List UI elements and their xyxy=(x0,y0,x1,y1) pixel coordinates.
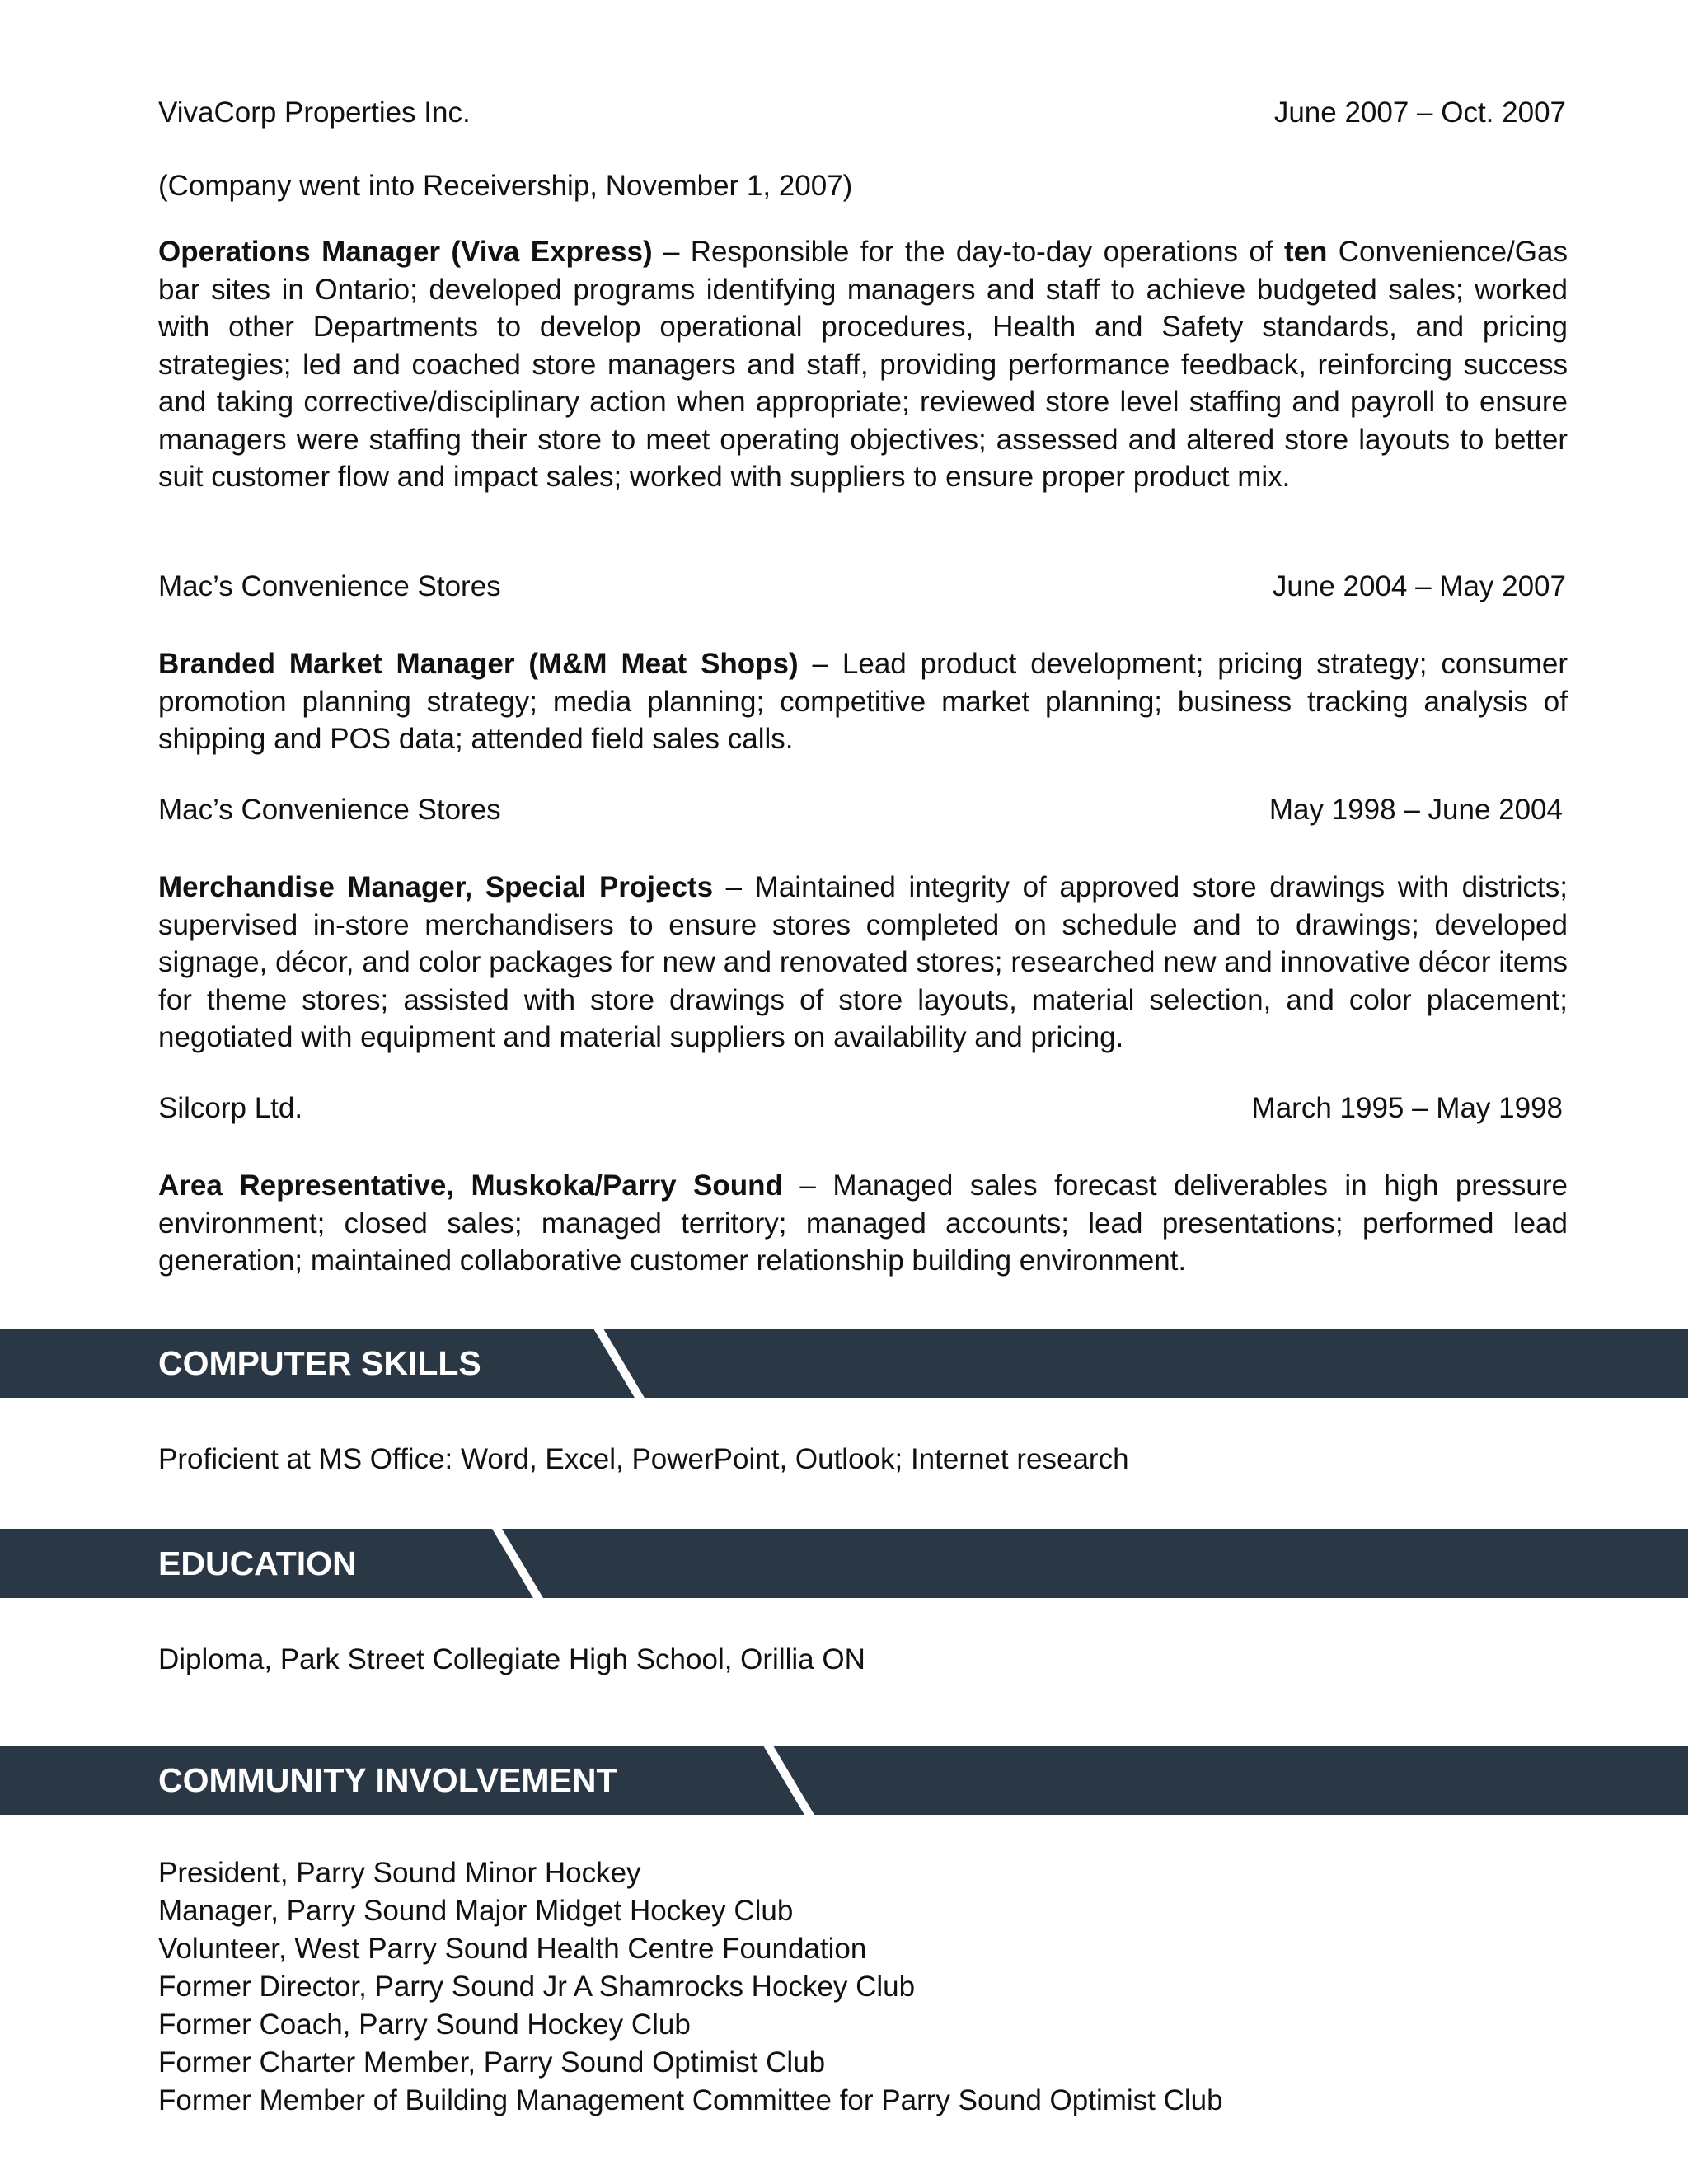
job-description: Branded Market Manager (M&M Meat Shops) – Lead product development; pricing strategy; consumer promotion planning strategy; media planning; competitive market planning; business tracking analysis of shipping and POS data; attended field sales calls. xyxy=(158,648,1568,755)
section-header-community-involvement xyxy=(0,1746,1688,1815)
job-dates: June 2004 – May 2007 xyxy=(1272,570,1566,602)
job-title: Area Representative, Muskoka/Parry Sound xyxy=(158,1169,783,1202)
section-title: EDUCATION xyxy=(158,1544,357,1582)
section-header-education xyxy=(0,1529,1688,1598)
education-text: Diploma, Park Street Collegiate High School, Orillia ON xyxy=(158,1643,865,1675)
job-company: Silcorp Ltd. xyxy=(158,1092,303,1124)
job-company: VivaCorp Properties Inc. xyxy=(158,96,471,129)
job-description: Merchandise Manager, Special Projects – Maintained integrity of approved store drawings with districts; supervised in-store merchandisers to ensure stores completed on schedule and to drawings; developed signage, décor, and color packages for new and renovated stores; researched new and innovative décor items for theme stores; assisted with store drawings of store layouts, material selection, and color placement; negotiated with equipment and material suppliers on availability and pricing. xyxy=(158,871,1568,1053)
list-item: Former Charter Member, Parry Sound Optimist Club xyxy=(158,2046,826,2079)
job-dates: May 1998 – June 2004 xyxy=(1268,794,1563,826)
section-header-computer-skills xyxy=(0,1329,1688,1398)
header-slash-decoration xyxy=(763,1746,821,1815)
header-slash-decoration xyxy=(593,1329,651,1398)
job-dates: March 1995 – May 1998 xyxy=(1251,1092,1563,1124)
job-title: Branded Market Manager (M&M Meat Shops) xyxy=(158,648,799,680)
list-item: Former Director, Parry Sound Jr A Shamrocks Hockey Club xyxy=(158,1971,916,2003)
list-item: Manager, Parry Sound Major Midget Hockey Club xyxy=(158,1895,794,1927)
job-description: Operations Manager (Viva Express) – Responsible for the day-to-day operations of ten Convenience/Gas bar sites in Ontario; developed programs identifying managers and staff to achieve budgeted sales; worked with other Departments to develop operational procedures, Health and Safety standards, and pricing strategies; led and coached store managers and staff, providing performance feedback, reinforcing success and taking corrective/disciplinary action when appropriate; reviewed store level staffing and payroll to ensure managers were staffing their store to meet operating objectives; assessed and altered store layouts to better suit customer flow and impact sales; worked with suppliers to ensure proper product mix. xyxy=(158,236,1568,493)
list-item: Former Coach, Parry Sound Hockey Club xyxy=(158,2008,691,2041)
section-title: COMPUTER SKILLS xyxy=(158,1344,481,1382)
community-list xyxy=(158,1854,1223,2120)
job-title: Merchandise Manager, Special Projects xyxy=(158,871,714,903)
list-item: Former Member of Building Management Committee for Parry Sound Optimist Club xyxy=(158,2084,1223,2116)
job-company: Mac’s Convenience Stores xyxy=(158,794,501,826)
job-dates: June 2007 – Oct. 2007 xyxy=(1273,96,1566,129)
list-item: Volunteer, West Parry Sound Health Centre Foundation xyxy=(158,1933,867,1965)
job-note: (Company went into Receivership, November 1, 2007) xyxy=(158,170,853,202)
list-item: President, Parry Sound Minor Hockey xyxy=(158,1857,641,1889)
computer-skills-text: Proficient at MS Office: Word, Excel, PowerPoint, Outlook; Internet research xyxy=(158,1443,1129,1475)
header-slash-decoration xyxy=(492,1529,550,1598)
job-title: Operations Manager (Viva Express) xyxy=(158,236,653,268)
section-title: COMMUNITY INVOLVEMENT xyxy=(158,1761,617,1799)
job-company: Mac’s Convenience Stores xyxy=(158,570,501,602)
job-description: Area Representative, Muskoka/Parry Sound – Managed sales forecast deliverables in high pressure environment; closed sales; managed territory; managed accounts; lead presentations; performed lead generation; maintained collaborative customer relationship building environment. xyxy=(158,1169,1568,1277)
